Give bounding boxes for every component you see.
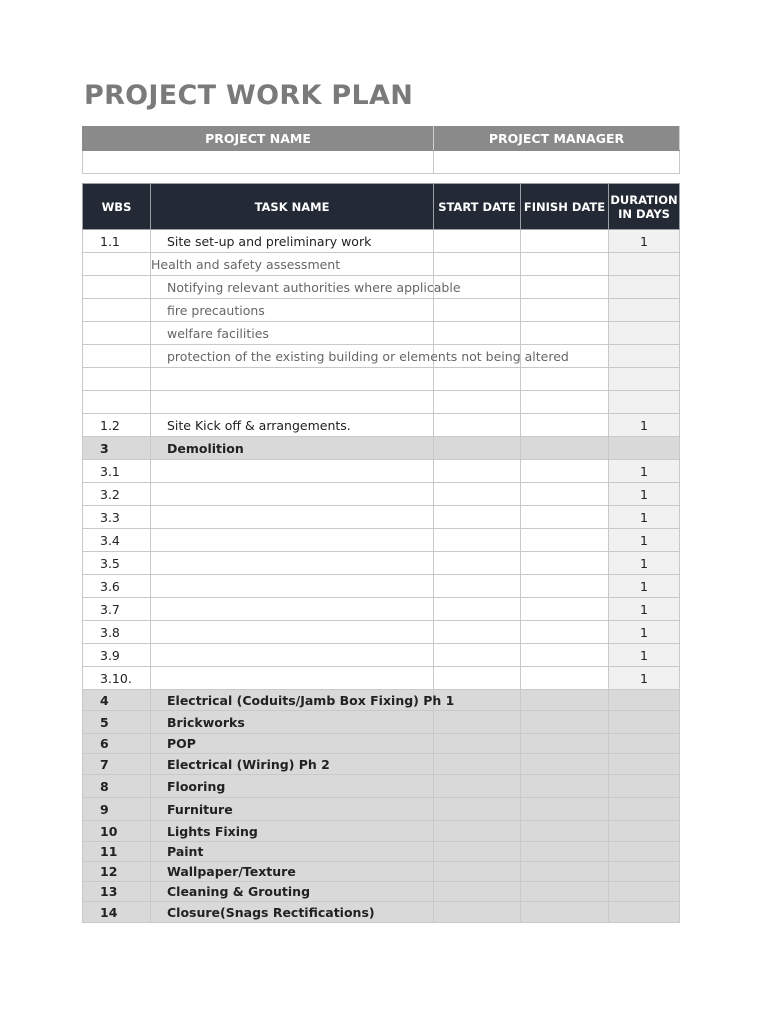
- finish-date-cell[interactable]: [521, 230, 609, 253]
- duration-cell[interactable]: 1: [609, 460, 680, 483]
- finish-date-cell[interactable]: [521, 902, 609, 923]
- duration-cell[interactable]: [609, 437, 680, 460]
- table-row: [83, 230, 680, 253]
- finish-date-cell[interactable]: [521, 667, 609, 690]
- task-name-cell[interactable]: Furniture: [151, 798, 434, 821]
- work-plan-table: [82, 183, 680, 923]
- table-row: [83, 483, 680, 506]
- wbs-cell[interactable]: 12: [83, 862, 151, 882]
- task-name-cell[interactable]: Electrical (Coduits/Jamb Box Fixing) Ph 1: [151, 690, 434, 711]
- start-date-header: START DATE: [434, 184, 521, 230]
- task-name-cell[interactable]: [151, 644, 434, 667]
- plan-body: [83, 230, 680, 923]
- project-name-cell[interactable]: [83, 151, 434, 174]
- start-date-cell[interactable]: [434, 798, 521, 821]
- finish-date-cell[interactable]: [521, 690, 609, 711]
- duration-cell[interactable]: [609, 882, 680, 902]
- start-date-cell[interactable]: [434, 734, 521, 754]
- start-date-cell[interactable]: [434, 775, 521, 798]
- task-name-cell[interactable]: [151, 483, 434, 506]
- start-date-cell[interactable]: [434, 667, 521, 690]
- table-row: [83, 322, 680, 345]
- wbs-cell[interactable]: [83, 253, 151, 276]
- table-row: [83, 598, 680, 621]
- start-date-cell[interactable]: [434, 230, 521, 253]
- task-name-cell[interactable]: [151, 368, 434, 391]
- duration-cell[interactable]: 1: [609, 506, 680, 529]
- duration-cell[interactable]: [609, 798, 680, 821]
- finish-date-cell[interactable]: [521, 529, 609, 552]
- start-date-cell[interactable]: [434, 862, 521, 882]
- task-name-cell[interactable]: Paint: [151, 842, 434, 862]
- start-date-cell[interactable]: [434, 621, 521, 644]
- duration-cell[interactable]: 1: [609, 598, 680, 621]
- start-date-cell[interactable]: [434, 437, 521, 460]
- start-date-cell[interactable]: [434, 368, 521, 391]
- start-date-cell[interactable]: [434, 414, 521, 437]
- table-row: [83, 552, 680, 575]
- start-date-cell[interactable]: [434, 299, 521, 322]
- finish-date-cell[interactable]: [521, 391, 609, 414]
- page-title: PROJECT WORK PLAN: [84, 80, 414, 111]
- task-name-cell[interactable]: [151, 552, 434, 575]
- finish-date-cell[interactable]: [521, 253, 609, 276]
- duration-cell[interactable]: [609, 253, 680, 276]
- wbs-cell[interactable]: 7: [83, 754, 151, 775]
- table-row: [83, 754, 680, 775]
- wbs-cell[interactable]: [83, 368, 151, 391]
- table-row: [83, 711, 680, 734]
- start-date-cell[interactable]: [434, 754, 521, 775]
- wbs-cell[interactable]: 1.1: [83, 230, 151, 253]
- start-date-cell[interactable]: [434, 483, 521, 506]
- task-name-cell[interactable]: [151, 506, 434, 529]
- table-row: [83, 734, 680, 754]
- wbs-cell[interactable]: 6: [83, 734, 151, 754]
- project-manager-cell[interactable]: [434, 151, 680, 174]
- finish-date-cell[interactable]: [521, 598, 609, 621]
- duration-cell[interactable]: [609, 821, 680, 842]
- wbs-cell[interactable]: 10: [83, 821, 151, 842]
- duration-cell[interactable]: 1: [609, 529, 680, 552]
- task-name-cell[interactable]: [151, 667, 434, 690]
- task-name-cell[interactable]: Site set-up and preliminary work: [151, 230, 434, 253]
- finish-date-cell[interactable]: [521, 775, 609, 798]
- table-row: [83, 460, 680, 483]
- table-row: [83, 902, 680, 923]
- start-date-cell[interactable]: [434, 644, 521, 667]
- duration-cell[interactable]: 1: [609, 414, 680, 437]
- task-name-cell[interactable]: [151, 460, 434, 483]
- duration-cell[interactable]: [609, 842, 680, 862]
- finish-date-cell[interactable]: [521, 734, 609, 754]
- start-date-cell[interactable]: [434, 552, 521, 575]
- table-row: [83, 276, 680, 299]
- duration-cell[interactable]: [609, 322, 680, 345]
- start-date-cell[interactable]: [434, 391, 521, 414]
- wbs-cell[interactable]: 3.4: [83, 529, 151, 552]
- wbs-cell[interactable]: 3.10.: [83, 667, 151, 690]
- finish-date-cell[interactable]: [521, 842, 609, 862]
- duration-cell[interactable]: [609, 299, 680, 322]
- wbs-cell[interactable]: [83, 391, 151, 414]
- finish-date-cell[interactable]: [521, 754, 609, 775]
- task-name-cell[interactable]: [151, 391, 434, 414]
- finish-date-cell[interactable]: [521, 460, 609, 483]
- table-row: [83, 775, 680, 798]
- start-date-cell[interactable]: [434, 598, 521, 621]
- finish-date-cell[interactable]: [521, 711, 609, 734]
- task-name-cell[interactable]: welfare facilities: [151, 322, 434, 345]
- wbs-cell[interactable]: 3.5: [83, 552, 151, 575]
- project-info-header-row: [83, 127, 680, 151]
- duration-cell[interactable]: [609, 775, 680, 798]
- table-row: [83, 368, 680, 391]
- duration-cell[interactable]: [609, 690, 680, 711]
- task-name-cell[interactable]: Cleaning & Grouting: [151, 882, 434, 902]
- start-date-cell[interactable]: [434, 711, 521, 734]
- duration-cell[interactable]: [609, 734, 680, 754]
- task-name-cell[interactable]: [151, 621, 434, 644]
- table-row: [83, 842, 680, 862]
- finish-date-cell[interactable]: [521, 862, 609, 882]
- wbs-cell[interactable]: [83, 322, 151, 345]
- plan-header-row: [83, 184, 680, 230]
- wbs-cell[interactable]: 4: [83, 690, 151, 711]
- finish-date-cell[interactable]: [521, 368, 609, 391]
- task-name-cell[interactable]: fire precautions: [151, 299, 434, 322]
- table-row: [83, 253, 680, 276]
- finish-date-cell[interactable]: [521, 322, 609, 345]
- duration-cell[interactable]: [609, 276, 680, 299]
- finish-date-cell[interactable]: [521, 821, 609, 842]
- project-manager-header: PROJECT MANAGER: [434, 127, 680, 151]
- wbs-cell[interactable]: 11: [83, 842, 151, 862]
- task-name-cell[interactable]: Demolition: [151, 437, 434, 460]
- duration-cell[interactable]: [609, 368, 680, 391]
- table-row: [83, 575, 680, 598]
- finish-date-cell[interactable]: [521, 552, 609, 575]
- finish-date-cell[interactable]: [521, 621, 609, 644]
- duration-cell[interactable]: [609, 754, 680, 775]
- wbs-cell[interactable]: 3.8: [83, 621, 151, 644]
- table-row: [83, 882, 680, 902]
- start-date-cell[interactable]: [434, 902, 521, 923]
- start-date-cell[interactable]: [434, 253, 521, 276]
- table-row: [83, 437, 680, 460]
- task-name-cell[interactable]: Health and safety assessment: [151, 253, 434, 276]
- wbs-cell[interactable]: 3.1: [83, 460, 151, 483]
- start-date-cell[interactable]: [434, 575, 521, 598]
- table-row: [83, 821, 680, 842]
- project-name-header: PROJECT NAME: [83, 127, 434, 151]
- task-name-cell[interactable]: [151, 575, 434, 598]
- finish-date-cell[interactable]: [521, 276, 609, 299]
- duration-cell[interactable]: 1: [609, 621, 680, 644]
- wbs-cell[interactable]: 3.2: [83, 483, 151, 506]
- table-row: [83, 798, 680, 821]
- wbs-cell[interactable]: [83, 345, 151, 368]
- duration-cell[interactable]: 1: [609, 230, 680, 253]
- task-name-cell[interactable]: [151, 598, 434, 621]
- finish-date-header: FINISH DATE: [521, 184, 609, 230]
- table-row: [83, 690, 680, 711]
- duration-cell[interactable]: 1: [609, 667, 680, 690]
- task-name-cell[interactable]: Brickworks: [151, 711, 434, 734]
- finish-date-cell[interactable]: [521, 644, 609, 667]
- wbs-cell[interactable]: [83, 299, 151, 322]
- duration-cell[interactable]: 1: [609, 552, 680, 575]
- table-row: [83, 621, 680, 644]
- duration-cell[interactable]: [609, 391, 680, 414]
- table-row: [83, 414, 680, 437]
- wbs-header: WBS: [83, 184, 151, 230]
- duration-cell[interactable]: 1: [609, 483, 680, 506]
- wbs-cell[interactable]: 3.7: [83, 598, 151, 621]
- table-row: [83, 644, 680, 667]
- finish-date-cell[interactable]: [521, 798, 609, 821]
- duration-cell[interactable]: 1: [609, 644, 680, 667]
- wbs-cell[interactable]: 13: [83, 882, 151, 902]
- finish-date-cell[interactable]: [521, 299, 609, 322]
- wbs-cell[interactable]: 1.2: [83, 414, 151, 437]
- start-date-cell[interactable]: [434, 506, 521, 529]
- finish-date-cell[interactable]: [521, 414, 609, 437]
- task-name-cell[interactable]: Notifying relevant authorities where applicable: [151, 276, 434, 299]
- start-date-cell[interactable]: [434, 882, 521, 902]
- duration-cell[interactable]: [609, 862, 680, 882]
- wbs-cell[interactable]: 3.3: [83, 506, 151, 529]
- project-info-value-row: [83, 151, 680, 174]
- finish-date-cell[interactable]: [521, 506, 609, 529]
- table-row: [83, 391, 680, 414]
- start-date-cell[interactable]: [434, 529, 521, 552]
- duration-cell[interactable]: [609, 902, 680, 923]
- start-date-cell[interactable]: [434, 322, 521, 345]
- start-date-cell[interactable]: [434, 460, 521, 483]
- finish-date-cell[interactable]: [521, 483, 609, 506]
- table-row: [83, 506, 680, 529]
- wbs-cell[interactable]: 3: [83, 437, 151, 460]
- finish-date-cell[interactable]: [521, 437, 609, 460]
- duration-cell[interactable]: 1: [609, 575, 680, 598]
- duration-header: DURATION IN DAYS: [609, 184, 680, 230]
- finish-date-cell[interactable]: [521, 882, 609, 902]
- wbs-cell[interactable]: 9: [83, 798, 151, 821]
- table-row: [83, 667, 680, 690]
- wbs-cell[interactable]: 5: [83, 711, 151, 734]
- duration-cell[interactable]: [609, 711, 680, 734]
- task-name-cell[interactable]: [151, 529, 434, 552]
- wbs-cell[interactable]: 14: [83, 902, 151, 923]
- project-info-table: [82, 126, 680, 174]
- task-name-header: TASK NAME: [151, 184, 434, 230]
- start-date-cell[interactable]: [434, 821, 521, 842]
- wbs-cell[interactable]: 3.6: [83, 575, 151, 598]
- task-name-cell[interactable]: Lights Fixing: [151, 821, 434, 842]
- finish-date-cell[interactable]: [521, 575, 609, 598]
- wbs-cell[interactable]: 3.9: [83, 644, 151, 667]
- task-name-cell[interactable]: Electrical (Wiring) Ph 2: [151, 754, 434, 775]
- task-name-cell[interactable]: Closure(Snags Rectifications): [151, 902, 434, 923]
- table-row: [83, 345, 680, 368]
- wbs-cell[interactable]: 8: [83, 775, 151, 798]
- table-row: [83, 299, 680, 322]
- task-name-cell[interactable]: POP: [151, 734, 434, 754]
- table-row: [83, 862, 680, 882]
- task-name-cell[interactable]: Wallpaper/Texture: [151, 862, 434, 882]
- task-name-cell[interactable]: Site Kick off & arrangements.: [151, 414, 434, 437]
- table-row: [83, 529, 680, 552]
- task-name-cell[interactable]: Flooring: [151, 775, 434, 798]
- start-date-cell[interactable]: [434, 842, 521, 862]
- duration-cell[interactable]: [609, 345, 680, 368]
- wbs-cell[interactable]: [83, 276, 151, 299]
- task-name-cell[interactable]: protection of the existing building or elements not being altered: [151, 345, 434, 368]
